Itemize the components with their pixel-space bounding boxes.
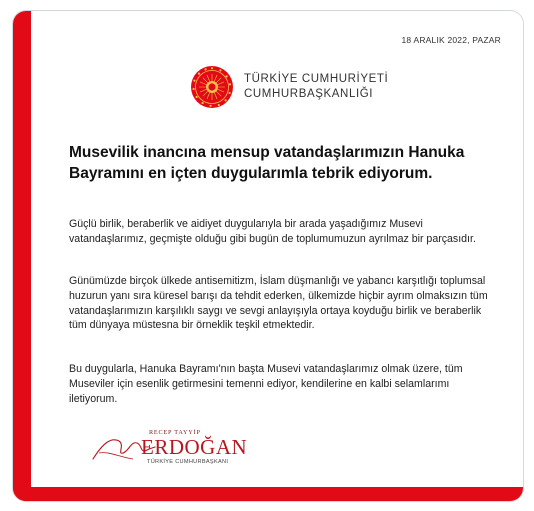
- letter-headline: Musevilik inancına mensup vatandaşlarımızın Hanuka Bayramını en içten duygularımla tebrik ediyorum.: [69, 144, 465, 182]
- announcement-card: [12, 10, 524, 502]
- org-line-1: TÜRKİYE CUMHURİYETİ: [244, 73, 389, 85]
- presidential-seal-icon: [190, 65, 234, 109]
- signature-block: [89, 429, 309, 473]
- red-accent-bottom: [13, 487, 523, 501]
- letter-body: [31, 11, 523, 487]
- org-line-2: CUMHURBAŞKANLIĞI: [244, 88, 374, 100]
- signature-surname: ERDOĞAN: [141, 435, 248, 459]
- signature-first-names: RECEP TAYYİP: [149, 429, 201, 436]
- red-accent-left: [13, 11, 31, 501]
- organization-name: [244, 72, 388, 102]
- letter-date: 18 ARALIK 2022, PAZAR: [401, 35, 501, 45]
- signature-role: TÜRKİYE CUMHURBAŞKANI: [147, 459, 229, 465]
- letterhead: [190, 65, 388, 109]
- paragraph-1: Güçlü birlik, beraberlik ve aidiyet duygularıyla bir arada yaşadığımız Musevi vatandaşlarımız, geçmişte olduğu gibi bugün de toplumumuzun ayrılmaz bir parçasıdır.: [69, 218, 476, 245]
- paragraph-3: Bu duygularla, Hanuka Bayramı'nın başta Musevi vatandaşlarımız olmak üzere, tüm Museviler için esenlik getirmesini temenni ediyor, kendilerine en kalbi selamlarımı iletiyorum.: [69, 363, 463, 405]
- paragraph-2: Günümüzde birçok ülkede antisemitizm, İslam düşmanlığı ve yabancı karşıtlığı toplumsal huzurun yanı sıra küresel barışı da tehdit ederken, ülkemizde hiçbir ayrım olmaksızın tüm vatandaşlarımızın karşılıklı saygı ve sevgi anlayışıyla ortaya koyduğu birlik ve beraberlik tüm dünyaya müstesna bir örneklik teşkil etmektedir.: [69, 275, 488, 332]
